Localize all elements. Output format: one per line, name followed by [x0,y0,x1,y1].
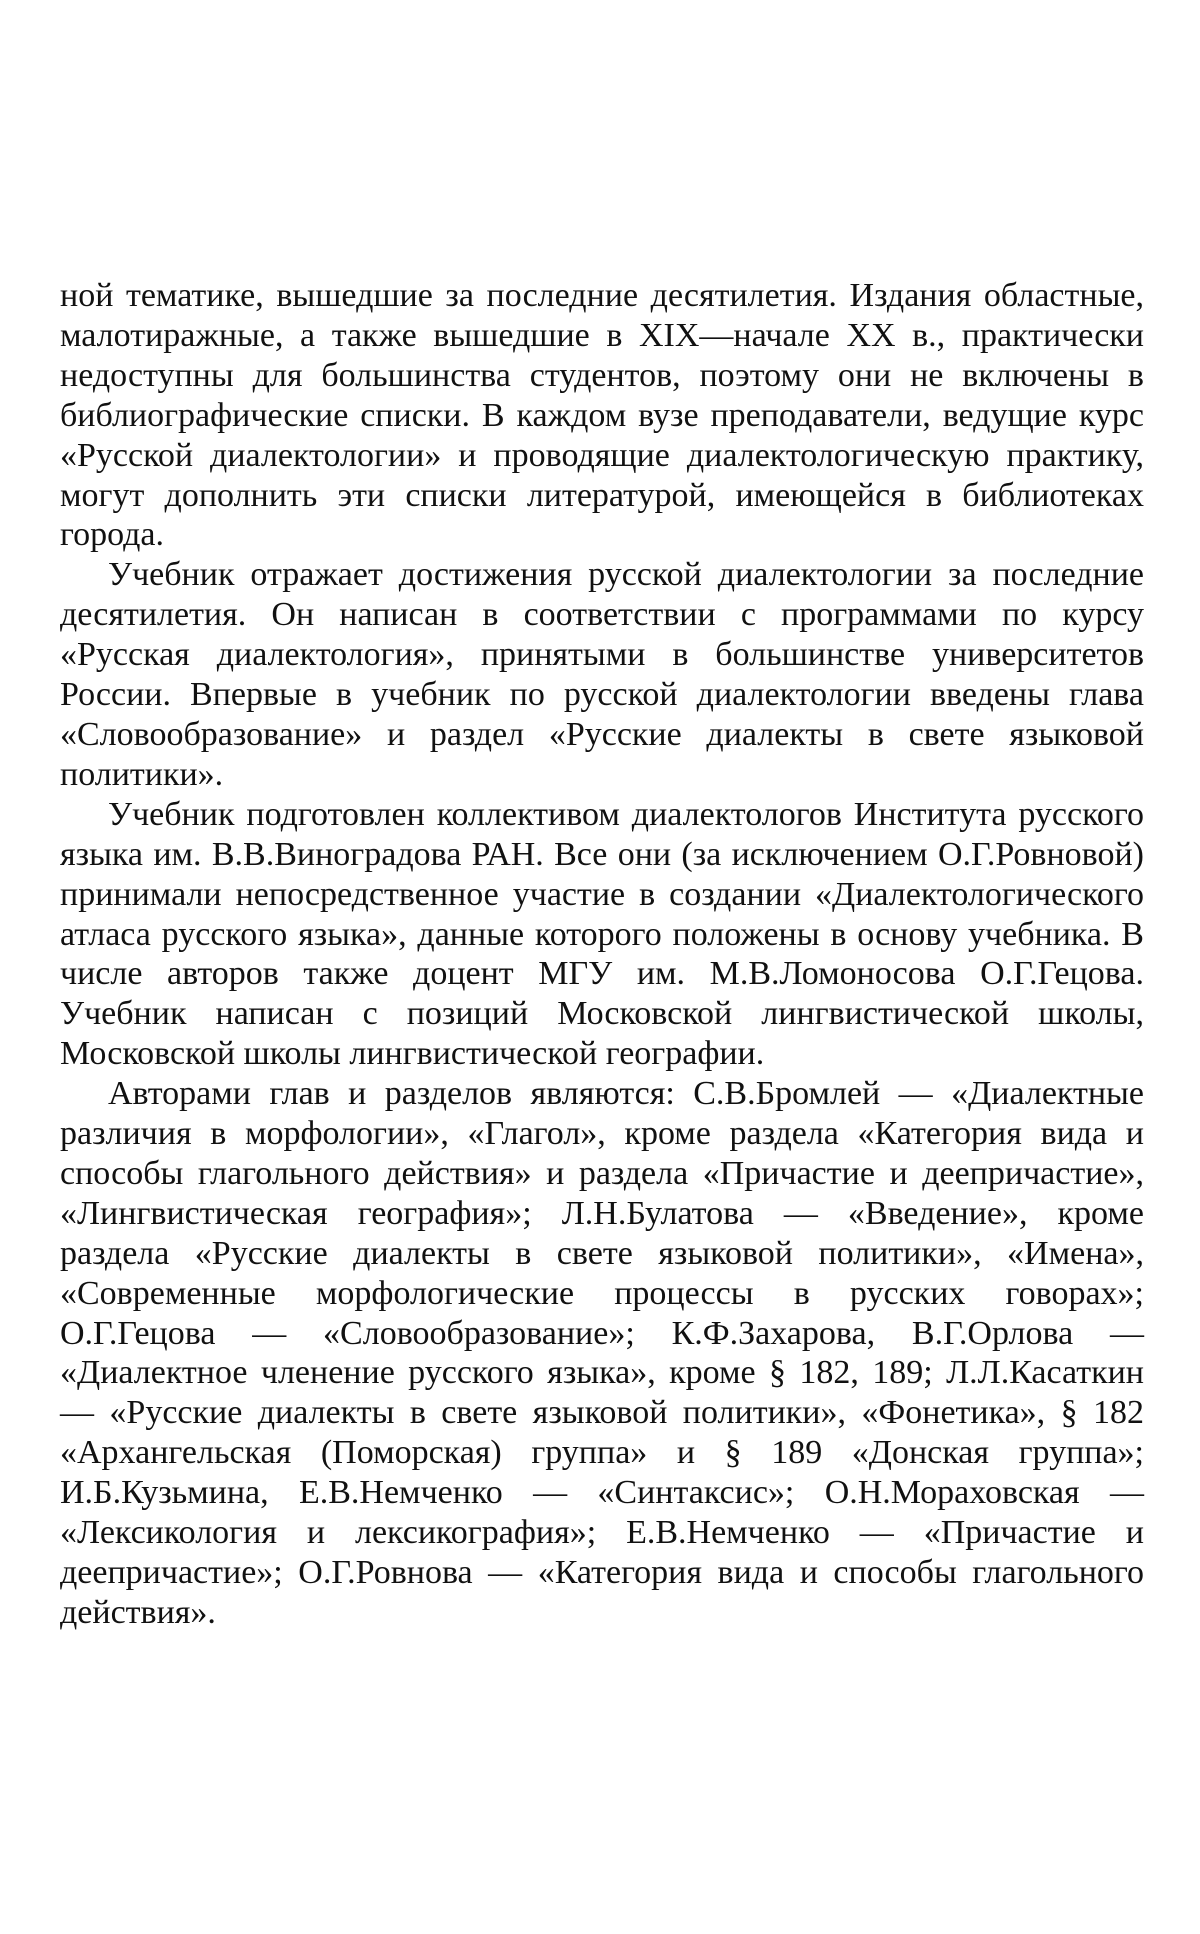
body-text [60,276,1144,1633]
paragraph-textbook-achievements: Учебник отражает достижения русской диалектологии за последние десятилетия. Он написан в соответствии с программами по курсу «Русская диалектология», принятыми в большинстве университетов России. Впервые в учебник по русской диалектологии введены глава «Словообразование» и раздел «Русские диалекты в свете языковой политики». [60,556,1144,793]
paragraph-authors-collective: Учебник подготовлен коллективом диалектологов Института русского языка им. В.В.Виноградова РАН. Все они (за исключением О.Г.Ровновой) принимали непосредственное участие в создании «Диалектологического атласа русского языка», данные которого положены в основу учебника. В числе авторов также доцент МГУ им. М.В.Ломоносова О.Г.Гецова. Учебник написан с позиций Московской лингвистической школы, Московской школы лингвистической географии. [60,795,1144,1073]
paragraph-chapter-authors: Авторами глав и разделов являются: С.В.Бромлей — «Диалектные различия в морфологии», «Глагол», кроме раздела «Категория вида и способы глагольного действия» и раздела «Причастие и деепричастие», «Лингвистическая география»; Л.Н.Булатова — «Введение», кроме раздела «Русские диалекты в свете языковой политики», «Имена», «Современные морфологические процессы в русских говорах»; О.Г.Гецова — «Словообразование»; К.Ф.Захарова, В.Г.Орлова — «Диалектное членение русского языка», кроме § 182, 189; Л.Л.Касаткин — «Русские диалекты в свете языковой политики», «Фонетика», § 182 «Архангельская (Поморская) группа» и § 189 «Донская группа»; И.Б.Кузьмина, Е.В.Немченко — «Синтаксис»; О.Н.Мораховская — «Лексикология и лексикография»; Е.В.Немченко — «Причастие и деепричастие»; О.Г.Ровнова — «Категория вида и способы глагольного действия». [60,1075,1144,1631]
paragraph-intro-continuation: ной тематике, вышедшие за последние десятилетия. Издания областные, малотиражные, а также вышедшие в XIX—начале XX в., практически недоступны для большинства студентов, поэтому они не включены в библиографические списки. В каждом вузе преподаватели, ведущие курс «Русской диалектологии» и проводящие диалектологическую практику, могут дополнить эти списки литературой, имеющейся в библиотеках города. [60,277,1144,554]
